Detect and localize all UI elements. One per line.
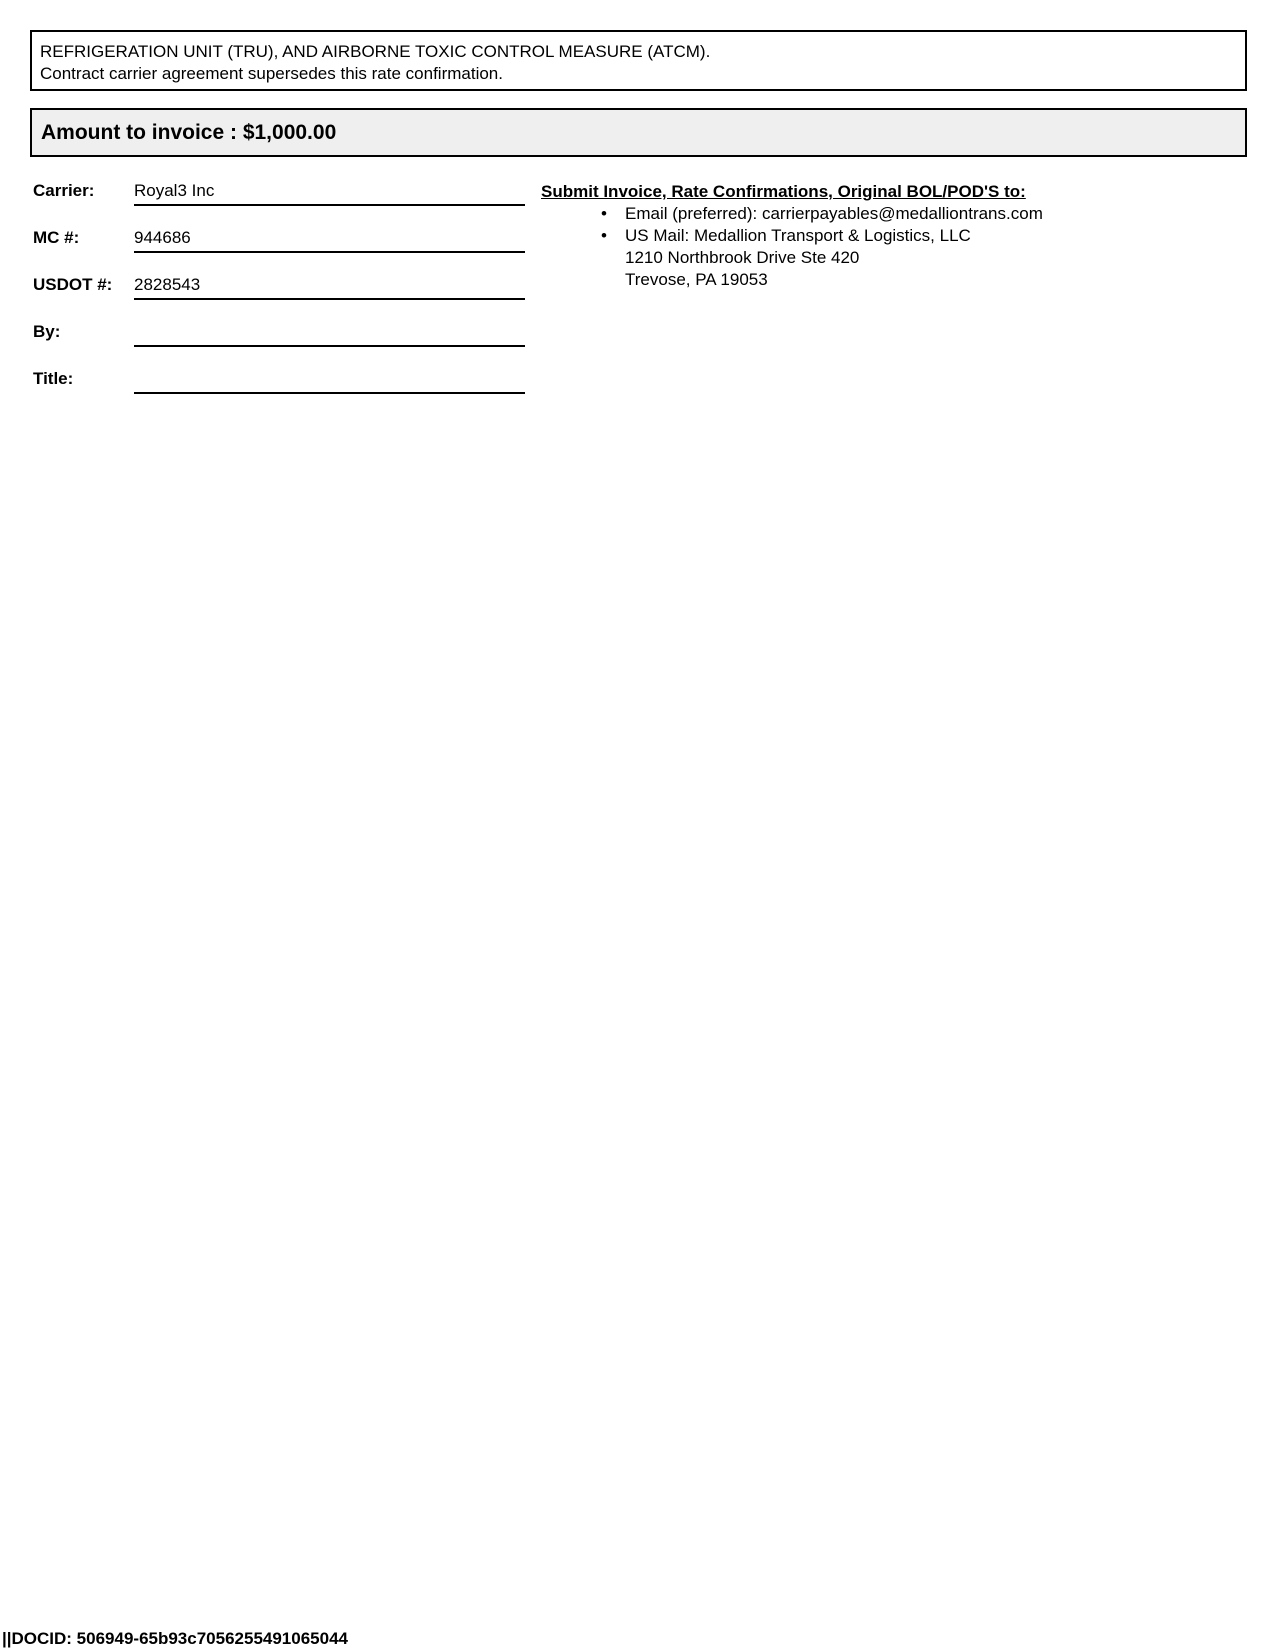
submit-heading: Submit Invoice, Rate Confirmations, Original BOL/POD'S to: (541, 182, 1026, 201)
usdot-number-value: 2828543 (134, 275, 525, 300)
terms-line-1: REFRIGERATION UNIT (TRU), AND AIRBORNE TOXIC CONTROL MEASURE (ATCM). (40, 42, 711, 61)
mail-address-line-3: Trevose, PA 19053 (625, 270, 768, 289)
usdot-number-label: USDOT #: (33, 275, 113, 294)
carrier-value: Royal3 Inc (134, 181, 525, 206)
mc-number-field (33, 218, 527, 254)
title-label: Title: (33, 369, 74, 388)
submit-instructions (541, 181, 1241, 291)
submit-mail-item (601, 225, 1241, 291)
amount-to-invoice-box (30, 108, 1247, 157)
usdot-number-field (33, 265, 527, 301)
mail-address-line-2: 1210 Northbrook Drive Ste 420 (625, 248, 860, 267)
mail-address-line-1: US Mail: Medallion Transport & Logistics, LLC (625, 226, 971, 245)
terms-line-2: Contract carrier agreement supersedes this rate confirmation. (40, 64, 503, 83)
mc-number-label: MC #: (33, 228, 80, 247)
amount-to-invoice-text: Amount to invoice : $1,000.00 (41, 121, 337, 144)
signed-by-line (134, 322, 525, 347)
bullet-icon: • (601, 226, 607, 245)
signed-by-label: By: (33, 322, 61, 341)
submit-list (541, 203, 1241, 291)
submit-email-text: Email (preferred): carrierpayables@medalliontrans.com (625, 204, 1043, 223)
terms-notice-box (30, 30, 1247, 91)
signed-by-field (33, 312, 527, 348)
carrier-label: Carrier: (33, 181, 95, 200)
document-id: ||DOCID: 506949-65b93c7056255491065044 (2, 1629, 348, 1648)
carrier-field (33, 171, 527, 207)
submit-email-item (601, 203, 1241, 225)
title-line (134, 369, 525, 394)
title-field (33, 359, 527, 395)
bullet-icon: • (601, 204, 607, 223)
mc-number-value: 944686 (134, 228, 525, 253)
